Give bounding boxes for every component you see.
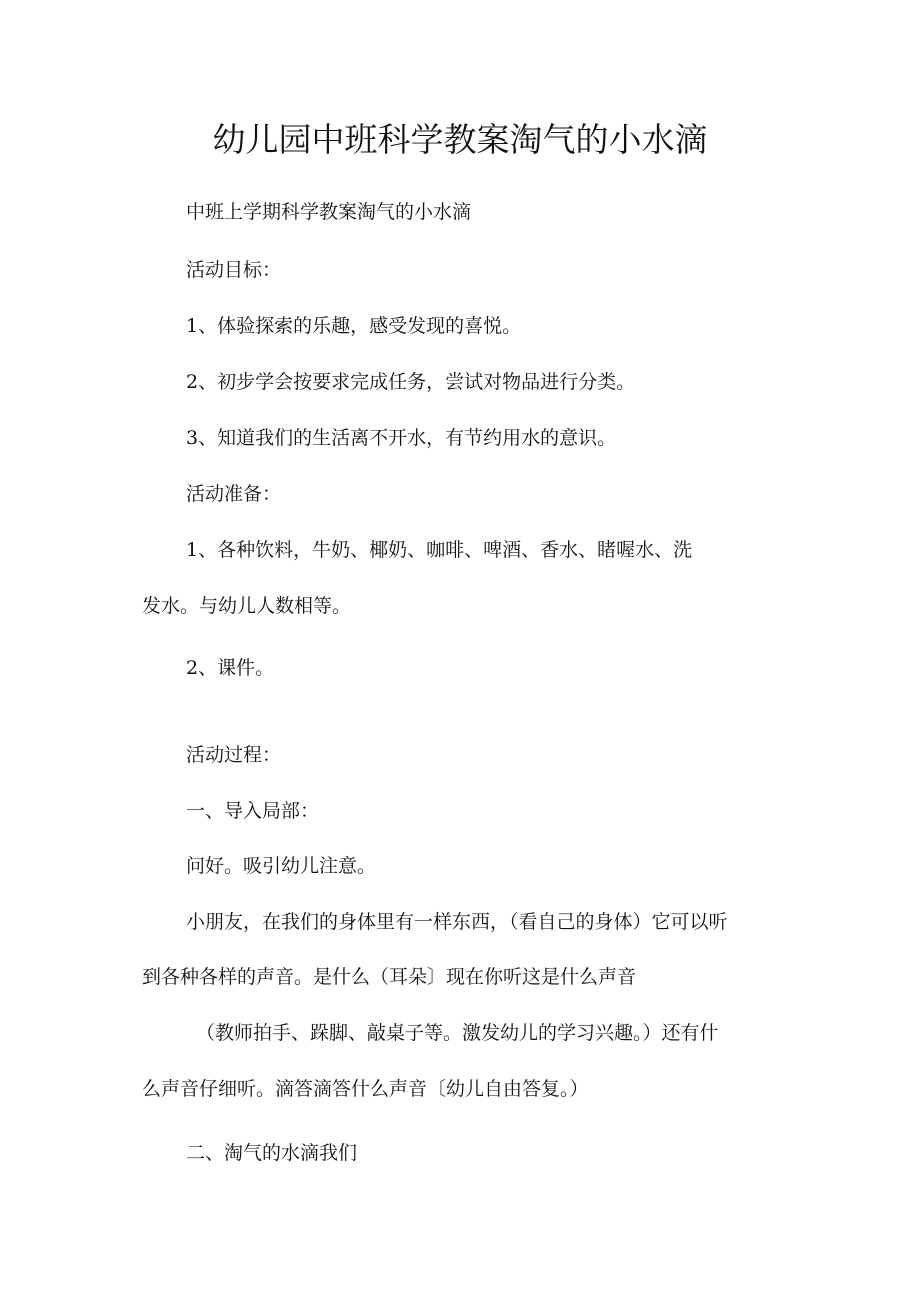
goal-item-1: 1、体验探索的乐趣，感受发现的喜悦。 (186, 315, 522, 337)
part-1-heading: 一、导入局部： (186, 800, 320, 822)
subtitle: 中班上学期科学教案淘气的小水滴 (186, 201, 472, 223)
prep-item-1-line-2: 发水。与幼儿人数相等。 (142, 595, 352, 617)
paragraph-1-line-1: 小朋友，在我们的身体里有一样东西，（看自己的身体）它可以听 (186, 911, 728, 933)
goal-item-3: 3、知道我们的生活离不开水，有节约用水的意识。 (186, 427, 617, 449)
goal-item-2: 2、初步学会按要求完成任务，尝试对物品进行分类。 (186, 371, 636, 393)
part-2-heading: 二、淘气的水滴我们 (186, 1142, 358, 1164)
prep-item-1-line-1: 1、各种饮料，牛奶、椰奶、咖啡、啤酒、香水、睹喔水、洗 (186, 539, 693, 561)
prep-item-2: 2、课件。 (186, 657, 275, 679)
prep-heading: 活动准备： (186, 483, 282, 505)
paragraph-2-line-2: 么声音仔细听。滴答滴答什么声音〔幼儿自由答复。） (142, 1078, 589, 1100)
paragraph-1-line-2: 到各种各样的声音。是什么（耳朵〕现在你听这是什么声音 (142, 966, 637, 988)
paragraph-2-line-1: （教师拍手、跺脚、敲桌子等。激发幼儿的学习兴趣。）还有什 (196, 1022, 719, 1044)
page-title: 幼儿园中班科学教案淘气的小水滴 (212, 120, 708, 159)
goals-heading: 活动目标： (186, 259, 282, 281)
process-heading: 活动过程： (186, 744, 282, 766)
part-1-text: 问好。吸引幼儿注意。 (186, 855, 377, 877)
